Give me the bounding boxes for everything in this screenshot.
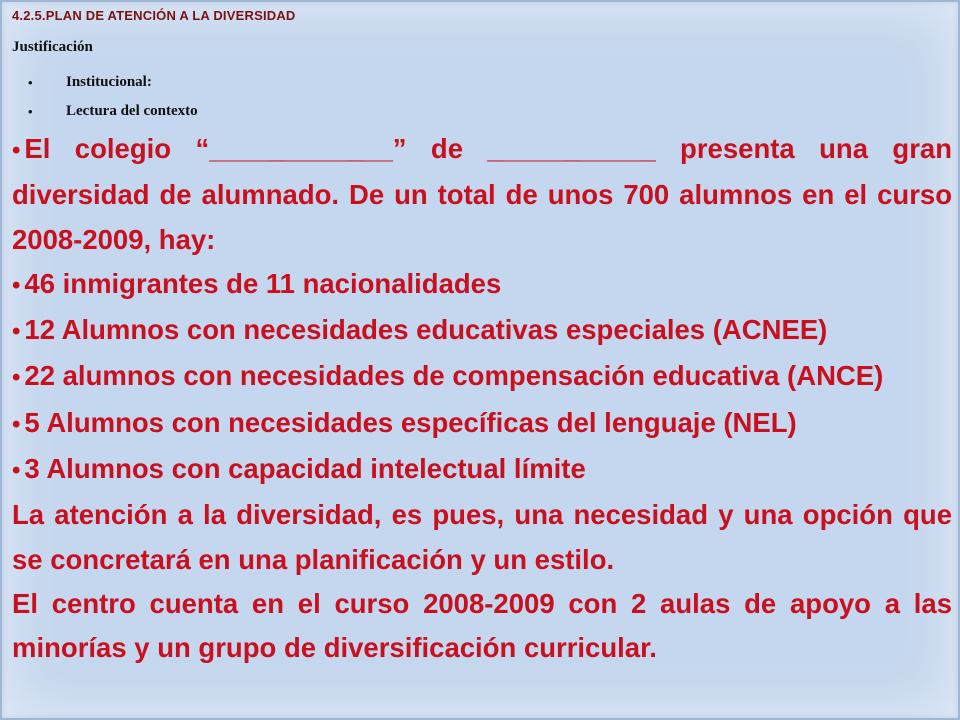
bullet-item (12, 447, 952, 493)
intro-part-3: presenta una gran diversidad de alumnado. De un total de unos 700 alumnos en el curso 2008-2009, hay: (12, 133, 952, 255)
section-heading-justificacion: Justificación (12, 39, 93, 55)
bullet-item-text: 12 Alumnos con necesidades educativas especiales (ACNEE) (24, 314, 828, 346)
bullet-item-text: 22 alumnos con necesidades de compensación educativa (ANCE) (24, 360, 884, 392)
sub-list-item (12, 97, 198, 126)
closing-paragraph-centre: El centro cuenta en el curso 2008-2009 con 2 aulas de apoyo a las minorías y un grupo de diversificación curricular. (12, 587, 952, 664)
school-name-blank: ____________ (209, 133, 393, 164)
sub-item-institucional: Institucional: (66, 74, 152, 90)
intro-part-2: ” de (392, 133, 488, 164)
intro-paragraph (12, 127, 952, 262)
bullet-icon: • (12, 271, 21, 299)
slide-title: 4.2.5.PLAN DE ATENCIÓN A LA DIVERSIDAD (12, 8, 296, 23)
town-name-blank: ___________ (487, 133, 656, 164)
bullet-item (12, 262, 952, 308)
bullet-item (12, 354, 952, 400)
bullet-item (12, 308, 952, 354)
bullet-icon: • (28, 104, 33, 119)
closing-paragraph-diversity: La atención a la diversidad, es pues, una necesidad y una opción que se concretará en una planificación y un estilo. (12, 499, 952, 575)
intro-part-1: El colegio “ (24, 133, 210, 164)
bullet-icon: • (28, 75, 33, 90)
bullet-icon: • (12, 318, 21, 346)
bullet-icon: • (12, 410, 21, 438)
sub-list (12, 68, 198, 126)
bullet-item-text: 3 Alumnos con capacidad intelectual límite (24, 453, 586, 485)
slide-body (12, 127, 952, 671)
bullet-icon: • (12, 364, 21, 392)
bullet-icon: • (12, 457, 21, 485)
bullet-icon: • (12, 137, 21, 164)
bullet-item-text: 46 inmigrantes de 11 nacionalidades (24, 267, 502, 299)
sub-list-item (12, 68, 198, 97)
bullet-item-text: 5 Alumnos con necesidades específicas del lenguaje (NEL) (24, 406, 797, 438)
sub-item-lectura-contexto: Lectura del contexto (66, 103, 198, 119)
bullet-item (12, 401, 952, 447)
